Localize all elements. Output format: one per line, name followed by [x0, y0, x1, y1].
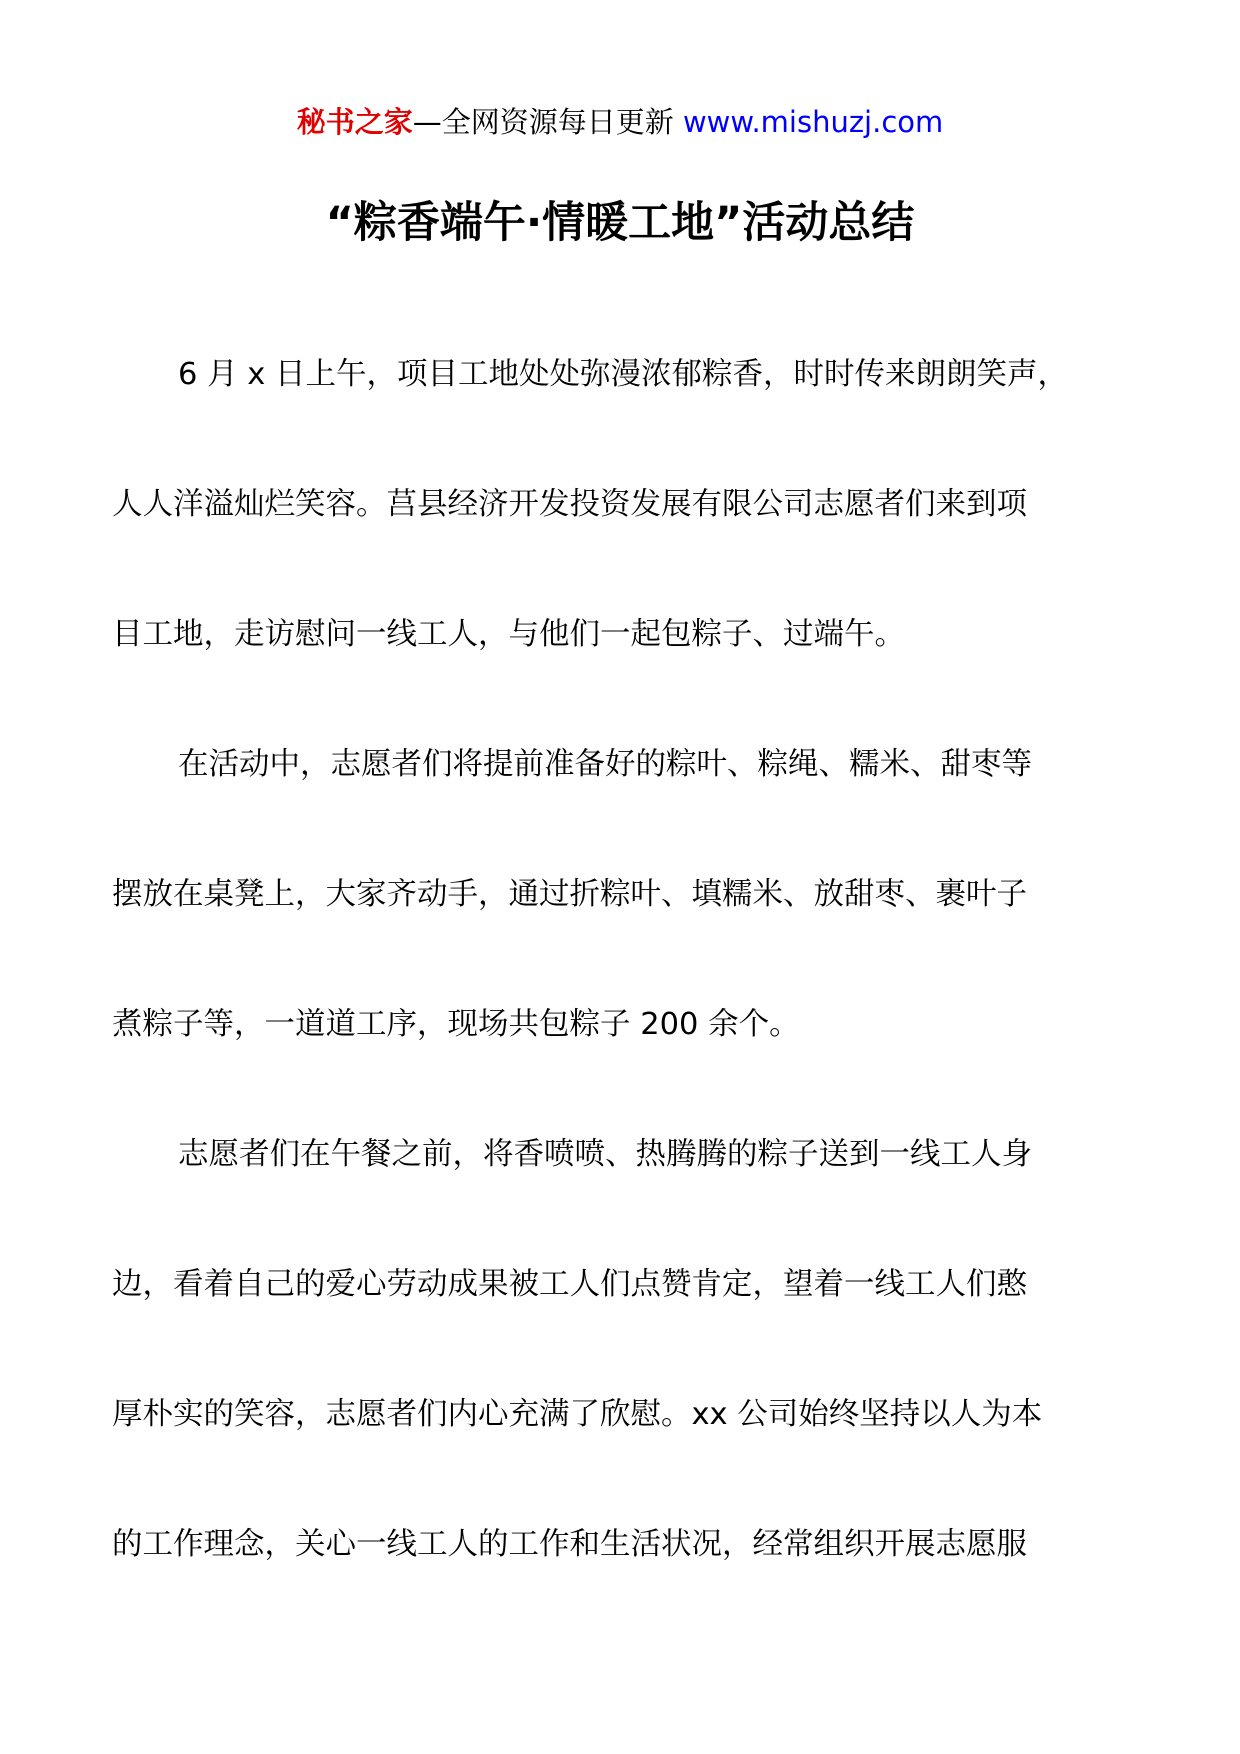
site-url-link[interactable]: www.mishuzj.com: [682, 105, 944, 139]
document-title: “粽香端午·情暖工地”活动总结: [325, 198, 915, 248]
paragraph-line: 的工作理念，关心一线工人的工作和生活状况，经常组织开展志愿服: [112, 1527, 1027, 1562]
paragraph-line: 摆放在桌凳上，大家齐动手，通过折粽叶、填糯米、放甜枣、裹叶子: [112, 877, 1027, 912]
paragraph-line: 边，看着自己的爱心劳动成果被工人们点赞肯定，望着一线工人们憨: [112, 1267, 1027, 1302]
site-header: [0, 102, 1240, 142]
brand-name: 秘书之家: [296, 105, 413, 139]
paragraph-line: 人人洋溢灿烂笑容。莒县经济开发投资发展有限公司志愿者们来到项: [112, 487, 1027, 522]
paragraph-line: 煮粽子等，一道道工序，现场共包粽子 200 余个。: [112, 1007, 800, 1042]
header-tagline: —全网资源每日更新: [412, 105, 683, 139]
paragraph-line: 在活动中，志愿者们将提前准备好的粽叶、粽绳、糯米、甜枣等: [178, 747, 1032, 782]
paragraph-line: 厚朴实的笑容，志愿者们内心充满了欣慰。xx 公司始终坚持以人为本: [112, 1397, 1043, 1432]
paragraph-line: 目工地，走访慰问一线工人，与他们一起包粽子、过端午。: [112, 617, 905, 652]
document-body: [112, 345, 1132, 1645]
paragraph-line: 志愿者们在午餐之前，将香喷喷、热腾腾的粽子送到一线工人身: [178, 1137, 1032, 1172]
paragraph-line: 6 月 x 日上午，项目工地处处弥漫浓郁粽香，时时传来朗朗笑声，: [178, 357, 1069, 392]
